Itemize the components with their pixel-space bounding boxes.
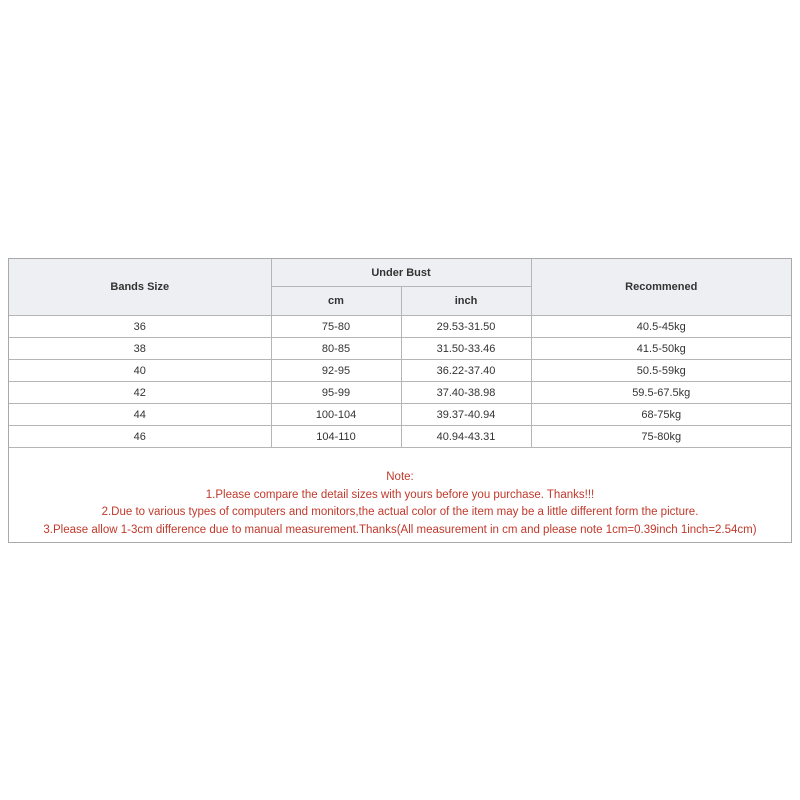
- cell-band: 38: [9, 338, 271, 360]
- note-line-3: 3.Please allow 1-3cm difference due to manual measurement.Thanks(All measurement in cm and please note 1cm=0.39inch 1inch=2.54cm): [43, 523, 757, 536]
- cell-band: 40: [9, 360, 271, 382]
- cell-inch: 29.53-31.50: [401, 316, 531, 338]
- note-line-1: 1.Please compare the detail sizes with yours before you purchase. Thanks!!!: [205, 488, 595, 501]
- cell-cm: 80-85: [271, 338, 401, 360]
- cell-band: 44: [9, 404, 271, 426]
- cell-cm: 92-95: [271, 360, 401, 382]
- cell-band: 46: [9, 426, 271, 448]
- cell-inch: 36.22-37.40: [401, 360, 531, 382]
- cell-weight: 59.5-67.5kg: [531, 382, 791, 404]
- cell-inch: 39.37-40.94: [401, 404, 531, 426]
- table-row: [9, 316, 791, 338]
- notes-section: [9, 469, 791, 539]
- cell-inch: 37.40-38.98: [401, 382, 531, 404]
- note-line-2: 2.Due to various types of computers and monitors,the actual color of the item may be a little different form the picture.: [101, 506, 699, 518]
- header-under-bust: Under Bust: [271, 259, 531, 287]
- cell-inch: 31.50-33.46: [401, 338, 531, 360]
- table-row: [9, 404, 791, 426]
- cell-cm: 104-110: [271, 426, 401, 448]
- cell-weight: 75-80kg: [531, 426, 791, 448]
- header-recommend: Recommened: [531, 259, 791, 316]
- cell-weight: 41.5-50kg: [531, 338, 791, 360]
- table-row: [9, 382, 791, 404]
- header-bands-size: Bands Size: [9, 259, 271, 316]
- header-inch: inch: [401, 287, 531, 316]
- table-row: [9, 338, 791, 360]
- cell-cm: 95-99: [271, 382, 401, 404]
- note-title: Note:: [386, 471, 414, 483]
- cell-cm: 100-104: [271, 404, 401, 426]
- cell-cm: 75-80: [271, 316, 401, 338]
- size-chart: [8, 258, 792, 543]
- cell-weight: 50.5-59kg: [531, 360, 791, 382]
- cell-band: 42: [9, 382, 271, 404]
- table-row: [9, 426, 791, 448]
- cell-weight: 68-75kg: [531, 404, 791, 426]
- size-table: [9, 259, 791, 448]
- table-row: [9, 360, 791, 382]
- cell-weight: 40.5-45kg: [531, 316, 791, 338]
- header-cm: cm: [271, 287, 401, 316]
- cell-band: 36: [9, 316, 271, 338]
- cell-inch: 40.94-43.31: [401, 426, 531, 448]
